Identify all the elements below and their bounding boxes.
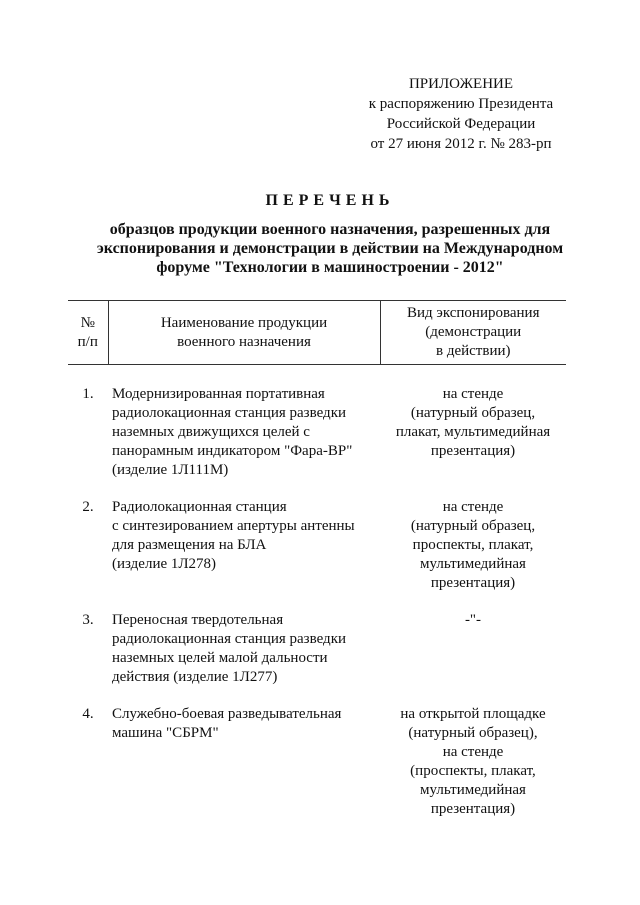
exhibit-line: на стенде: [442, 744, 504, 760]
table-row: [68, 365, 566, 481]
table-row: [68, 687, 566, 819]
table-row: [68, 593, 566, 687]
product-line: Переносная твердотельная: [112, 612, 284, 628]
table-header-row: [68, 301, 566, 365]
header-num-line: п/п: [77, 333, 98, 350]
product-line: наземных движущихся целей с: [112, 424, 310, 440]
product-line: панорамным индикатором "Фара-ВР": [112, 443, 353, 459]
row-number: 1.: [82, 386, 94, 402]
row-product-name: [108, 365, 380, 481]
product-line: действия (изделие 1Л277): [112, 669, 278, 685]
row-exhibit-type: [380, 365, 566, 481]
table-row: [68, 480, 566, 593]
title-block: [40, 192, 620, 277]
header-name-line: военного назначения: [177, 333, 311, 350]
product-line: радиолокационная станция разведки: [112, 405, 347, 421]
product-line: наземных целей малой дальности: [112, 650, 328, 666]
document-subtitle: [40, 220, 620, 277]
exhibit-line: -"-: [464, 612, 482, 628]
exhibit-line: презентация): [430, 575, 516, 591]
appendix-title: ПРИЛОЖЕНИЕ: [408, 76, 514, 92]
exhibit-line: (натурный образец,: [410, 518, 536, 534]
exhibit-line: презентация): [430, 443, 516, 459]
subtitle-line: образцов продукции военного назначения, разрешенных для: [109, 221, 551, 238]
header-num: [68, 301, 108, 365]
row-product-name: [108, 687, 380, 819]
exhibit-line: мультимедийная: [420, 782, 526, 798]
row-exhibit-type: [380, 687, 566, 819]
row-exhibit-type: [380, 480, 566, 593]
product-line: Модернизированная портативная: [112, 386, 325, 402]
appendix-date: от 27 июня 2012 г. № 283-рп: [370, 136, 552, 152]
exhibit-line: (натурный образец,: [410, 405, 536, 421]
product-line: Радиолокационная станция: [112, 499, 287, 515]
document-heading: ПЕРЕЧЕНЬ: [265, 192, 395, 209]
header-num-line: №: [80, 314, 95, 331]
subtitle-line: экспонирования и демонстрации в действии на Международном: [96, 240, 564, 257]
appendix-ref: к распоряжению Президента: [368, 96, 554, 112]
header-kind-line: (демонстрации: [425, 324, 522, 340]
row-number: 3.: [82, 612, 94, 628]
exhibit-line: мультимедийная: [420, 556, 526, 572]
row-number: 4.: [82, 706, 94, 722]
header-kind: [380, 301, 566, 365]
product-line: с синтезированием апертуры антенны: [112, 518, 355, 534]
exhibit-line: (проспекты, плакат,: [410, 763, 536, 779]
row-exhibit-type: [380, 593, 566, 687]
row-product-name: [108, 593, 380, 687]
product-line: радиолокационная станция разведки: [112, 631, 347, 647]
row-product-name: [108, 480, 380, 593]
product-line: для размещения на БЛА: [112, 537, 267, 553]
exhibit-line: на открытой площадке: [400, 706, 546, 722]
exhibit-line: плакат, мультимедийная: [395, 424, 551, 440]
exhibit-line: презентация): [430, 801, 516, 817]
exhibit-line: проспекты, плакат,: [412, 537, 534, 553]
products-table: [68, 300, 566, 819]
header-kind-line: Вид экспонирования: [406, 305, 540, 321]
appendix-block: [320, 74, 602, 154]
product-line: (изделие 1Л278): [112, 556, 217, 572]
exhibit-line: на стенде: [442, 386, 504, 402]
exhibit-line: (натурный образец),: [408, 725, 538, 741]
product-line: (изделие 1Л111М): [112, 462, 229, 478]
product-line: машина "СБРМ": [112, 725, 219, 741]
header-kind-line: в действии): [436, 343, 511, 359]
appendix-authority: Российской Федерации: [386, 116, 536, 132]
product-line: Служебно-боевая разведывательная: [112, 706, 342, 722]
header-name: [108, 301, 380, 365]
exhibit-line: на стенде: [442, 499, 504, 515]
subtitle-line: форуме "Технологии в машиностроении - 2012": [156, 259, 504, 276]
row-number: 2.: [82, 499, 94, 515]
header-name-line: Наименование продукции: [160, 314, 328, 331]
